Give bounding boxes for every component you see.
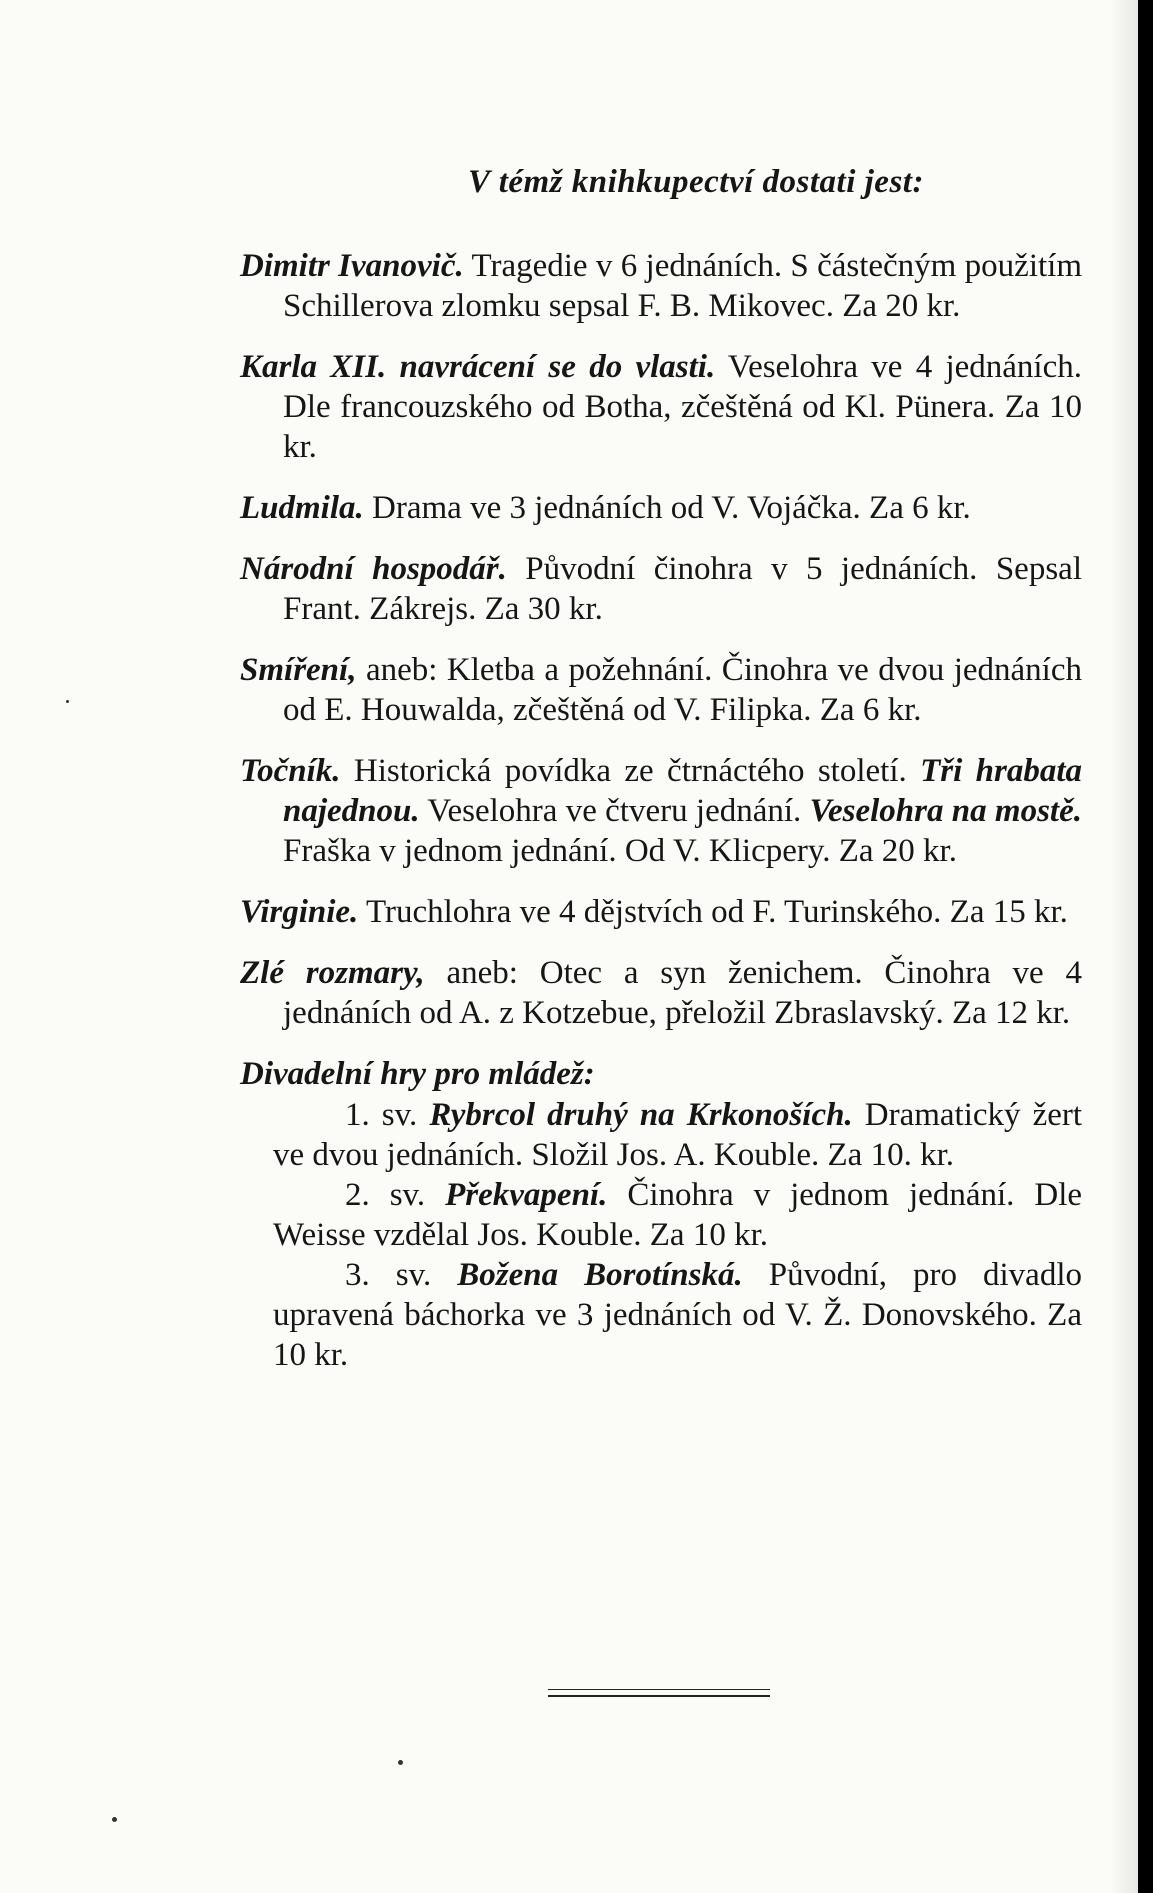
entry-text-second: Veselohra ve čtveru jednání. <box>419 793 810 829</box>
entry-title: Dimitr Ivanovič. <box>240 248 464 284</box>
entry-text: Veselohra ve 4 jednáních. Dle francouzského od Botha, zčeštěná od Kl. Pünera. Za 10 kr. <box>283 349 1082 465</box>
volume-number: 2. sv. <box>345 1177 426 1213</box>
group-title: Divadelní hry pro mládež: <box>240 1056 595 1092</box>
page-heading: V témž knihkupectví dostati jest: <box>468 164 924 200</box>
volume-number: 3. sv. <box>345 1257 432 1293</box>
entry-title: Národní hospodář. <box>240 551 507 587</box>
entry-text: Historická povídka ze čtrnáctého století. <box>340 753 921 789</box>
entry-text: Truchlohra ve 4 dějstvích od F. Turinského. Za 15 kr. <box>358 894 1068 930</box>
group-item-title: Božena Borotínská. <box>457 1257 743 1293</box>
group-item <box>273 1255 1082 1375</box>
entry-text: Původní činohra v 5 jednáních. Sepsal Frant. Zákrejs. Za 30 kr. <box>283 551 1082 627</box>
list-item <box>240 347 1082 467</box>
entry-text: aneb: Kletba a požehnání. Činohra ve dvou jednáních od E. Houwalda, zčeštěná od V. Filipka. Za 6 kr. <box>283 652 1082 728</box>
closing-rule <box>548 1689 770 1690</box>
list-item <box>240 488 1082 528</box>
entry-title-second: Tři hrabata najednou. <box>283 753 1082 829</box>
group-item-title: Rybrcol druhý na Krkonoších. <box>429 1097 853 1133</box>
print-speck <box>66 700 69 703</box>
entry-text-third: Fraška v jednom jednání. Od V. Klicpery. Za 20 kr. <box>283 833 957 869</box>
print-speck <box>398 1760 403 1765</box>
entry-title: Točník. <box>240 753 341 789</box>
closing-rule-double <box>548 1695 770 1697</box>
group-item-text: Dramatický žert ve dvou jednáních. Složil Jos. A. Kouble. Za 10. kr. <box>273 1097 1083 1173</box>
list-item <box>240 751 1082 871</box>
group-item <box>273 1095 1082 1175</box>
print-speck <box>112 1817 117 1822</box>
page-edge-shadow <box>1110 0 1138 1893</box>
list-item <box>240 650 1082 730</box>
group-item-text: Původní, pro divadlo upravená báchorka ve 3 jednáních od V. Ž. Donovského. Za 10 kr. <box>273 1257 1083 1373</box>
entry-text: aneb: Otec a syn ženichem. Činohra ve 4 jednáních od A. z Kotzebue, přeložil Zbraslavský. Za 12 kr. <box>283 955 1082 1031</box>
entry-title: Karla XII. navrácení se do vlasti. <box>240 349 716 385</box>
entry-title-third: Veselohra na mostě. <box>809 793 1082 829</box>
list-item <box>240 246 1082 326</box>
entry-text: Drama ve 3 jednáních od V. Vojáčka. Za 6 kr. <box>363 490 971 526</box>
entry-title: Zlé rozmary, <box>240 955 425 991</box>
list-item <box>240 892 1082 932</box>
list-item <box>240 549 1082 629</box>
group-item-title: Překvapení. <box>445 1177 608 1213</box>
volume-number: 1. sv. <box>345 1097 418 1133</box>
entry-title: Virginie. <box>240 894 359 930</box>
entry-title: Ludmila. <box>240 490 364 526</box>
group-item <box>273 1175 1082 1255</box>
entry-text: Tragedie v 6 jednáních. S částečným použitím Schillerova zlomku sepsal F. B. Mikovec. Za 20 kr. <box>283 248 1082 324</box>
advertisement-list <box>240 162 1082 1375</box>
entry-title: Smíření, <box>240 652 357 688</box>
list-item <box>240 953 1082 1033</box>
group-item-text: Činohra v jednom jednání. Dle Weisse vzdělal Jos. Kouble. Za 10 kr. <box>273 1177 1083 1253</box>
